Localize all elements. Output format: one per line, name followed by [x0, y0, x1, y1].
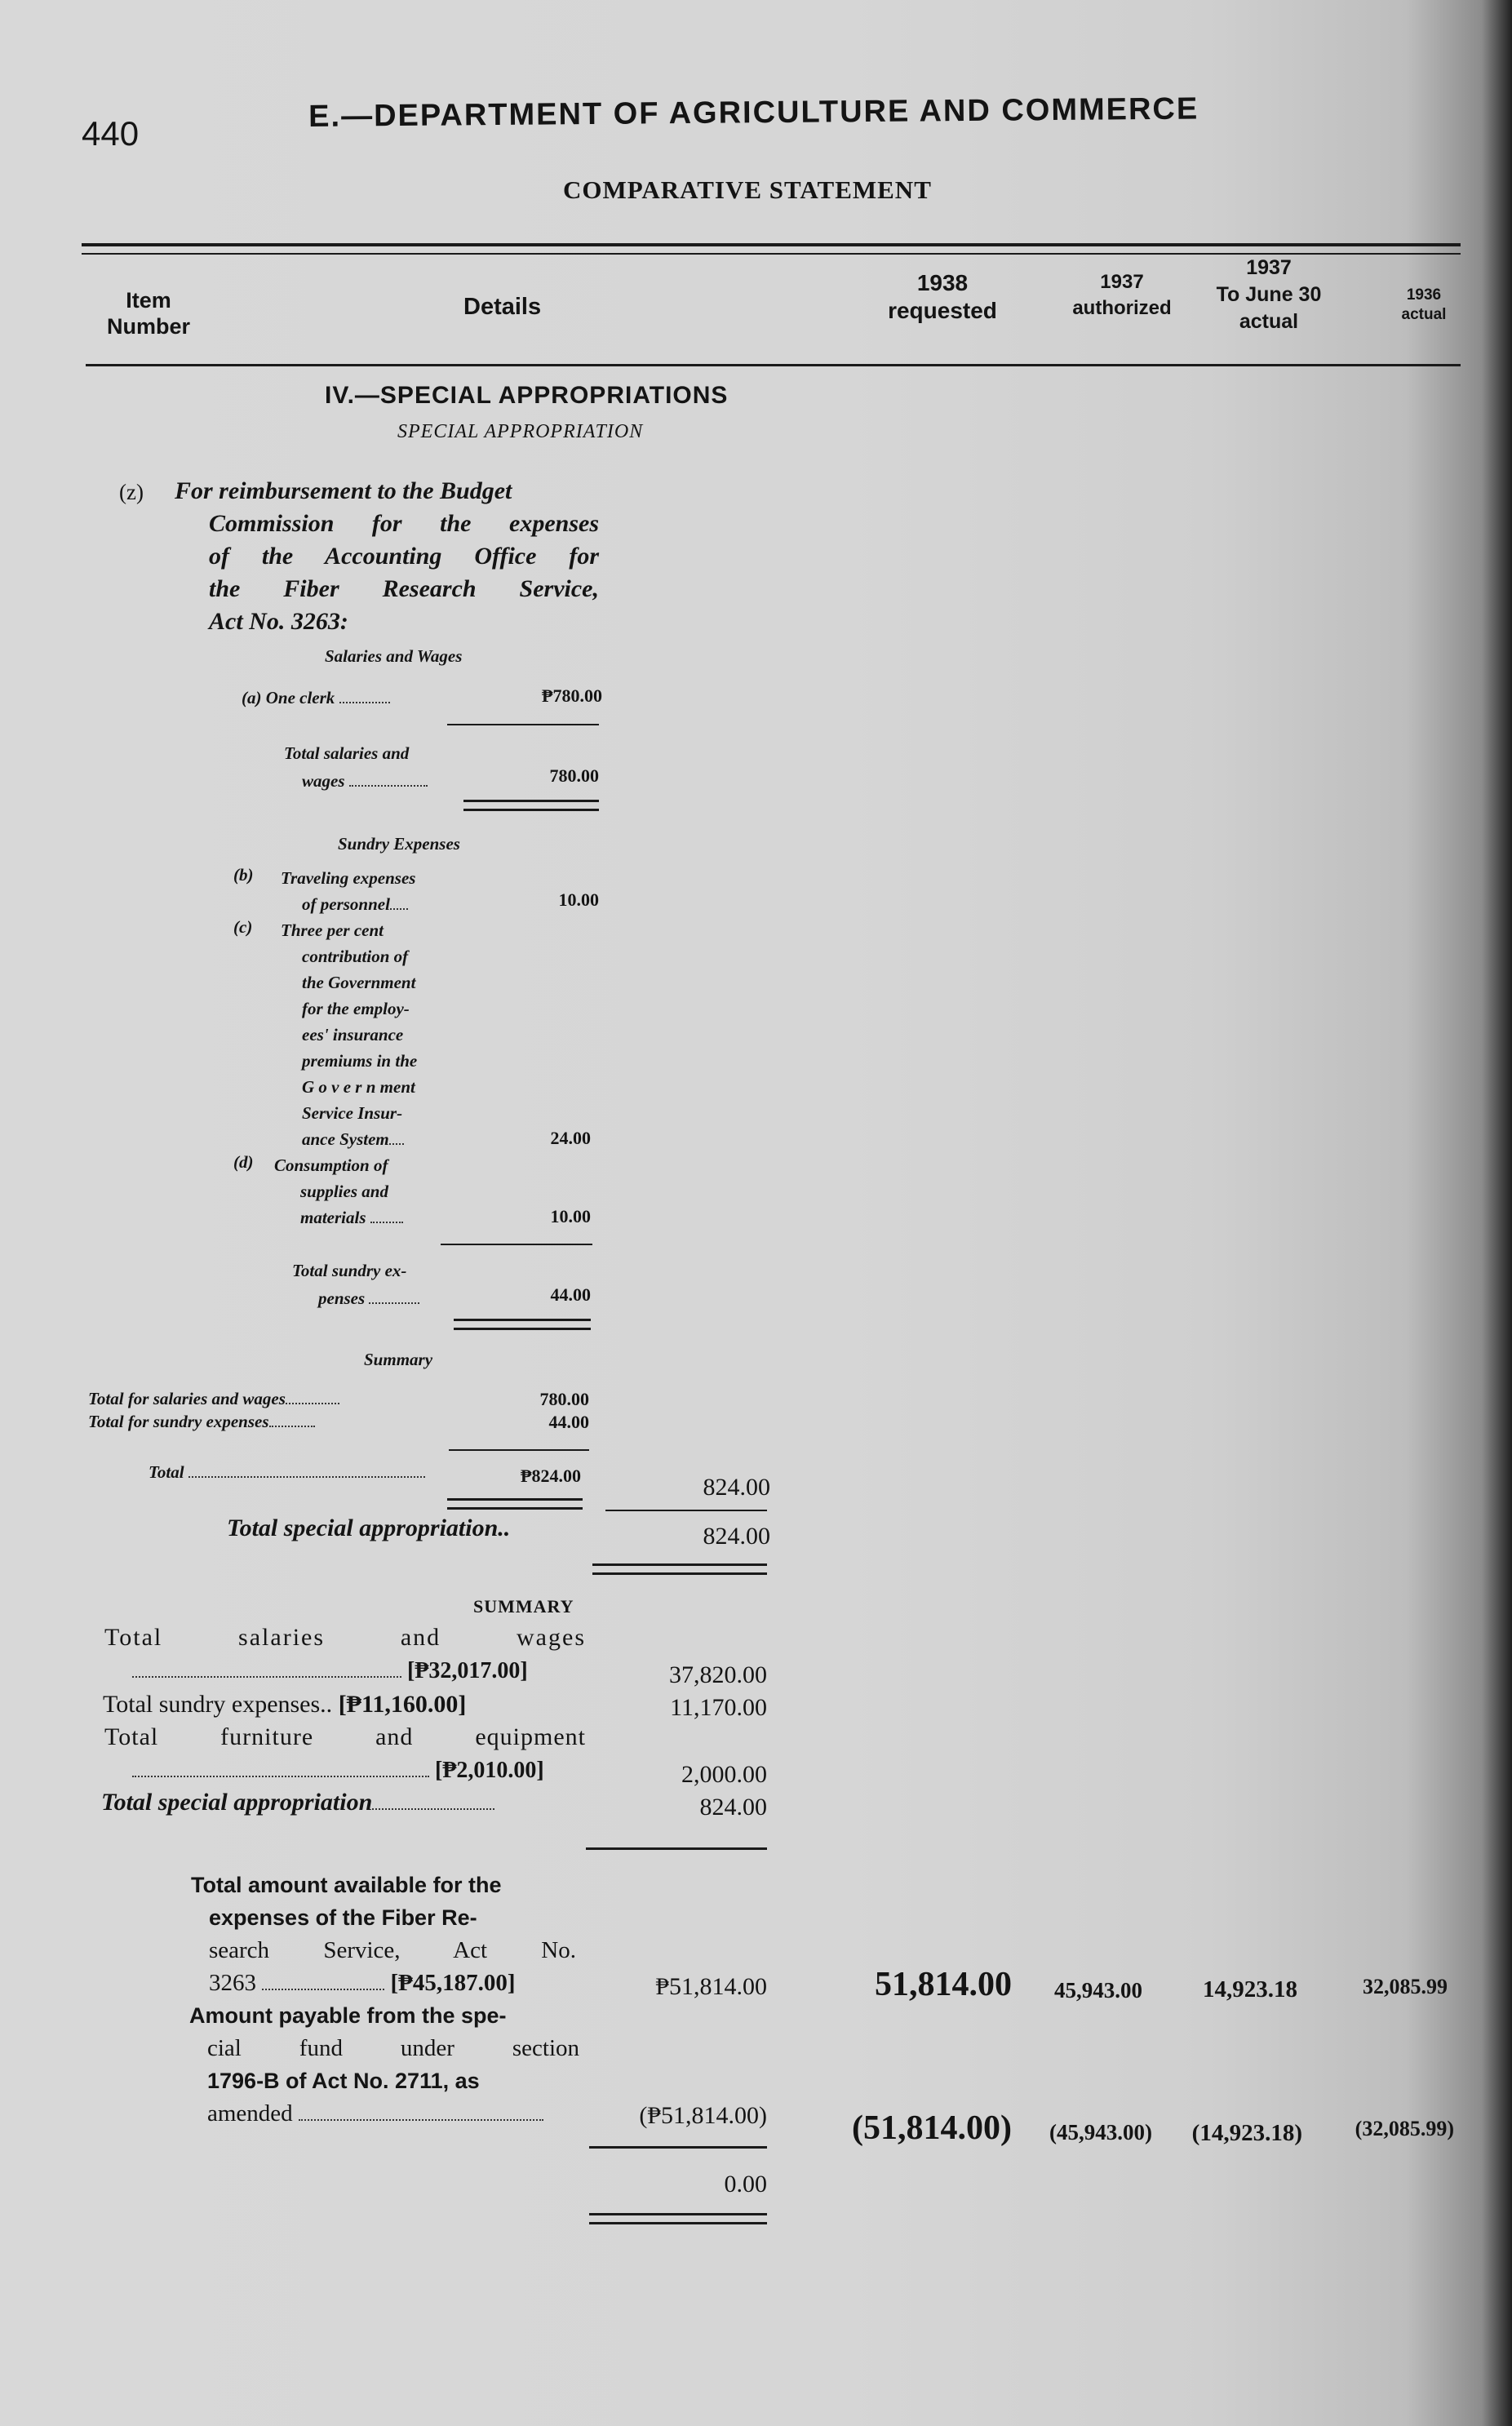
salaries-a-label: (a) One clerk	[242, 688, 390, 708]
statement-subtitle: COMPARATIVE STATEMENT	[563, 175, 932, 204]
special-total-rule	[592, 1563, 767, 1575]
summary-total-rule	[447, 1498, 583, 1510]
summary-heading: SUMMARY	[473, 1596, 574, 1617]
sundry-c-value: 24.00	[550, 1128, 591, 1148]
summary-furniture-line2: [₱2,010.00]	[132, 1758, 544, 1784]
summary-total-label: Total	[149, 1462, 425, 1483]
col-item-number: Item Number	[106, 288, 190, 339]
sundry-b-marker: (b)	[233, 865, 254, 885]
sundry-d-label: Consumption of supplies and materials	[274, 1152, 403, 1231]
summary-sundry-label: Total for sundry expenses	[88, 1412, 315, 1432]
amount-payable-1936: (32,085.99)	[1355, 2117, 1454, 2140]
salaries-total-rule	[463, 800, 599, 811]
summary-salaries-label: Total for salaries and wages	[88, 1389, 339, 1409]
sundry-total-value: 44.00	[550, 1284, 591, 1305]
balance-sum-rule	[589, 2146, 767, 2149]
department-title: E.—DEPARTMENT OF AGRICULTURE AND COMMERCE	[308, 91, 1199, 134]
salaries-a-value: ₱780.00	[542, 685, 602, 706]
summary-sundry-label: Total sundry expenses.. [₱11,160.00]	[103, 1691, 467, 1718]
salaries-total-value: 780.00	[549, 765, 599, 786]
salaries-sum-rule	[447, 724, 599, 725]
summary-salaries-line1: Total salaries and wages	[104, 1624, 586, 1651]
summary-salaries-value: 37,820.00	[669, 1661, 767, 1688]
sundry-d-marker: (d)	[233, 1152, 254, 1172]
sundry-c-marker: (c)	[233, 917, 253, 937]
total-available-1938: 51,814.00	[875, 1966, 1012, 2003]
sundry-total-label: Total sundry ex- penses	[292, 1257, 419, 1312]
sundry-total-rule	[454, 1319, 591, 1330]
summary-furniture-line1: Total furniture and equipment	[104, 1723, 586, 1750]
summary-total-col: 824.00	[703, 1474, 770, 1501]
section-subtitle: SPECIAL APPROPRIATION	[397, 421, 644, 442]
item-z-description: For reimbursement to the Budget Commission for the expenses of the Accounting Office for the Fiber Research Service, Act No. 3263:	[175, 477, 599, 635]
amount-payable-1938: (51,814.00)	[852, 2109, 1012, 2147]
total-available-detail: ₱51,814.00	[655, 1973, 767, 2000]
amount-payable-label: Amount payable from the spe- cial fund under section 1796-B of Act No. 2711, as amended	[189, 2003, 579, 2127]
amount-payable-1937-june: (14,923.18)	[1191, 2120, 1302, 2146]
sundry-heading: Sundry Expenses	[338, 834, 460, 854]
summary-sundry-value: 11,170.00	[670, 1694, 767, 1721]
item-z-marker: (z)	[119, 480, 144, 504]
summary-salaries-line2: [₱32,017.00]	[132, 1658, 528, 1684]
amount-payable-1937-authorized: (45,943.00)	[1049, 2120, 1152, 2144]
header-top-rule	[82, 243, 1461, 246]
total-available-1937-june: 14,923.18	[1203, 1976, 1297, 2002]
sundry-b-label: Traveling expenses of personnel	[281, 868, 416, 914]
summary-salaries-value: 780.00	[539, 1389, 589, 1409]
total-available-1937-authorized: 45,943.00	[1054, 1978, 1142, 2002]
amount-payable-detail: (₱51,814.00)	[639, 2102, 767, 2129]
salaries-heading: Salaries and Wages	[325, 646, 463, 666]
salaries-total-label: Total salaries and wages	[284, 739, 428, 795]
sundry-d-value: 10.00	[550, 1206, 591, 1226]
sundry-b-value: 10.00	[558, 889, 599, 910]
header-bottom-rule	[86, 364, 1461, 366]
sundry-sum-rule	[441, 1244, 592, 1245]
summary-sum-rule	[586, 1847, 767, 1850]
summary-furniture-value: 2,000.00	[681, 1761, 767, 1788]
section-title: IV.—SPECIAL APPROPRIATIONS	[325, 382, 729, 409]
special-sum-rule	[605, 1510, 767, 1511]
special-total-label: Total special appropriation..	[227, 1515, 511, 1541]
summary-total-value: ₱824.00	[521, 1466, 581, 1486]
total-available-label: Total amount available for the expenses of the Fiber Re- search Service, Act No. 3263 [₱45,187.00]	[191, 1873, 576, 1996]
col-1938-requested: 1938 requested	[888, 270, 997, 323]
col-1937-authorized: 1937 authorized	[1072, 271, 1172, 319]
page-number: 440	[82, 114, 140, 153]
total-available-1936: 32,085.99	[1363, 1975, 1448, 1998]
summary-small-heading: Summary	[364, 1350, 433, 1369]
summary-special-label: Total special appropriation	[101, 1789, 494, 1816]
col-1936-actual: 1936 actual	[1401, 286, 1447, 323]
special-total-value: 824.00	[703, 1523, 770, 1550]
summary-sundry-value: 44.00	[548, 1412, 589, 1432]
summary-sum-rule	[449, 1449, 589, 1451]
balance-total-rule	[589, 2213, 767, 2224]
col-details: Details	[463, 294, 542, 320]
col-1937-june-actual: 1937 To June 30 actual	[1216, 256, 1322, 333]
sundry-c-label: Three per cent contribution of the Government for the employ- ees' insurance premiums in the G o v e r n ment Service Insur- ance System	[281, 920, 418, 1149]
summary-special-value: 824.00	[699, 1794, 767, 1821]
balance-value: 0.00	[724, 2171, 767, 2198]
